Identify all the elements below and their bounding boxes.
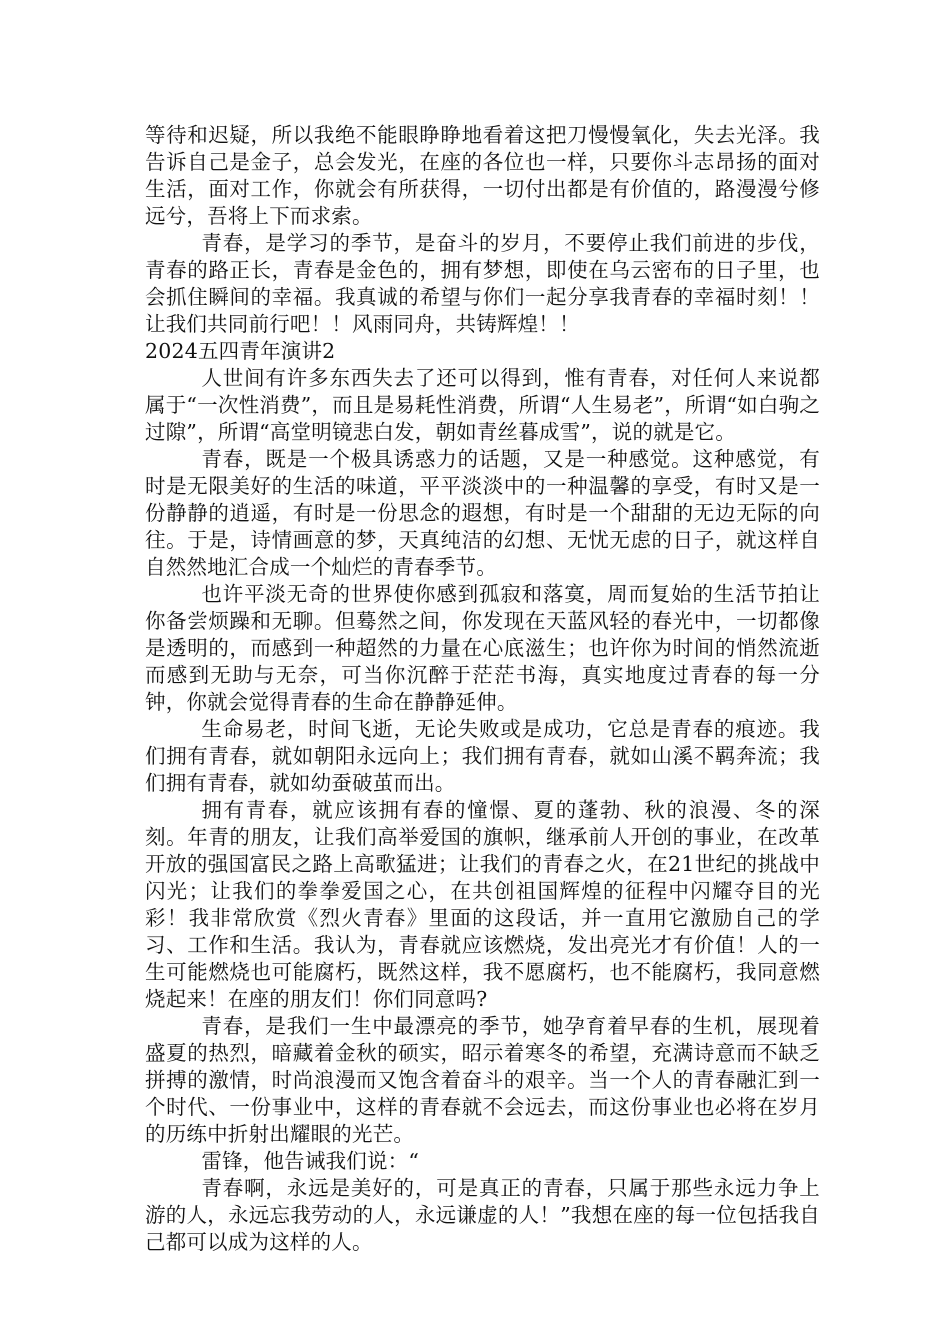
- body-paragraph: 青春啊，永远是美好的，可是真正的青春，只属于那些永远力争上游的人，永远忘我劳动的人，永远谦虚的人！”我想在座的每一位包括我自己都可以成为这样的人。: [145, 1176, 820, 1254]
- body-paragraph: 青春，是我们一生中最漂亮的季节，她孕育着早春的生机，展现着盛夏的热烈，暗藏着金秋的硕实，昭示着寒冬的希望，充满诗意而不缺乏拼搏的激情，时尚浪漫而又饱含着奋斗的艰辛。当一个人的青春融汇到一个时代、一份事业中，这样的青春就不会远去，而这份事业也必将在岁月的历练中折射出耀眼的光芒。: [145, 1014, 820, 1146]
- body-paragraph: 生命易老，时间飞逝，无论失败或是成功，它总是青春的痕迹。我们拥有青春，就如朝阳永远向上；我们拥有青春，就如山溪不羁奔流；我们拥有青春，就如幼蚕破茧而出。: [145, 717, 820, 795]
- section-title: 2024五四青年演讲2: [145, 339, 336, 363]
- body-paragraph: 青春，是学习的季节，是奋斗的岁月，不要停止我们前进的步伐，青春的路正长，青春是金色的，拥有梦想，即使在乌云密布的日子里，也会抓住瞬间的幸福。我真诚的希望与你们一起分享我青春的幸福时刻！！让我们共同前行吧！！风雨同舟，共铸辉煌！！: [145, 231, 820, 336]
- body-paragraph: 人世间有许多东西失去了还可以得到，惟有青春，对任何人来说都属于“一次性消费”，而且是易耗性消费，所谓“人生易老”，所谓“如白驹之过隙”，所谓“高堂明镜悲白发，朝如青丝暮成雪”，说的就是它。: [145, 366, 820, 444]
- body-paragraph: 也许平淡无奇的世界使你感到孤寂和落寞，周而复始的生活节拍让你备尝烦躁和无聊。但蓦然之间，你发现在天蓝风轻的春光中，一切都像是透明的，而感到一种超然的力量在心底滋生；也许你为时间的悄然流逝而感到无助与无奈，可当你沉醉于茫茫书海，真实地度过青春的每一分钟，你就会觉得青春的生命在静静延伸。: [145, 582, 820, 714]
- body-paragraph: 雷锋，他告诫我们说：“: [201, 1149, 420, 1173]
- document-page: [145, 122, 820, 1256]
- body-paragraph: 拥有青春，就应该拥有春的憧憬、夏的蓬勃、秋的浪漫、冬的深刻。年青的朋友，让我们高举爱国的旗帜，继承前人开创的事业，在改革开放的强国富民之路上高歌猛进；让我们的青春之火，在21世纪的挑战中闪光；让我们的拳拳爱国之心，在共创祖国辉煌的征程中闪耀夺目的光彩！我非常欣赏《烈火青春》里面的这段话，并一直用它激励自己的学习、工作和生活。我认为，青春就应该燃烧，发出亮光才有价值！人的一生可能燃烧也可能腐朽，既然这样，我不愿腐朽，也不能腐朽，我同意燃烧起来！在座的朋友们！你们同意吗?: [145, 798, 820, 1011]
- body-paragraph: 等待和迟疑，所以我绝不能眼睁睁地看着这把刀慢慢氧化，失去光泽。我告诉自己是金子，总会发光，在座的各位也一样，只要你斗志昂扬的面对生活，面对工作，你就会有所获得，一切付出都是有价值的，路漫漫兮修远兮，吾将上下而求索。: [145, 123, 820, 228]
- body-paragraph: 青春，既是一个极具诱惑力的话题，又是一种感觉。这种感觉，有时是无限美好的生活的味道，平平淡淡中的一种温馨的享受，有时又是一份静静的逍遥，有时是一份思念的遐想，有时是一个甜甜的无边无际的向往。于是，诗情画意的梦，天真纯洁的幻想、无忧无虑的日子，就这样自自然然地汇合成一个灿烂的青春季节。: [145, 447, 820, 579]
